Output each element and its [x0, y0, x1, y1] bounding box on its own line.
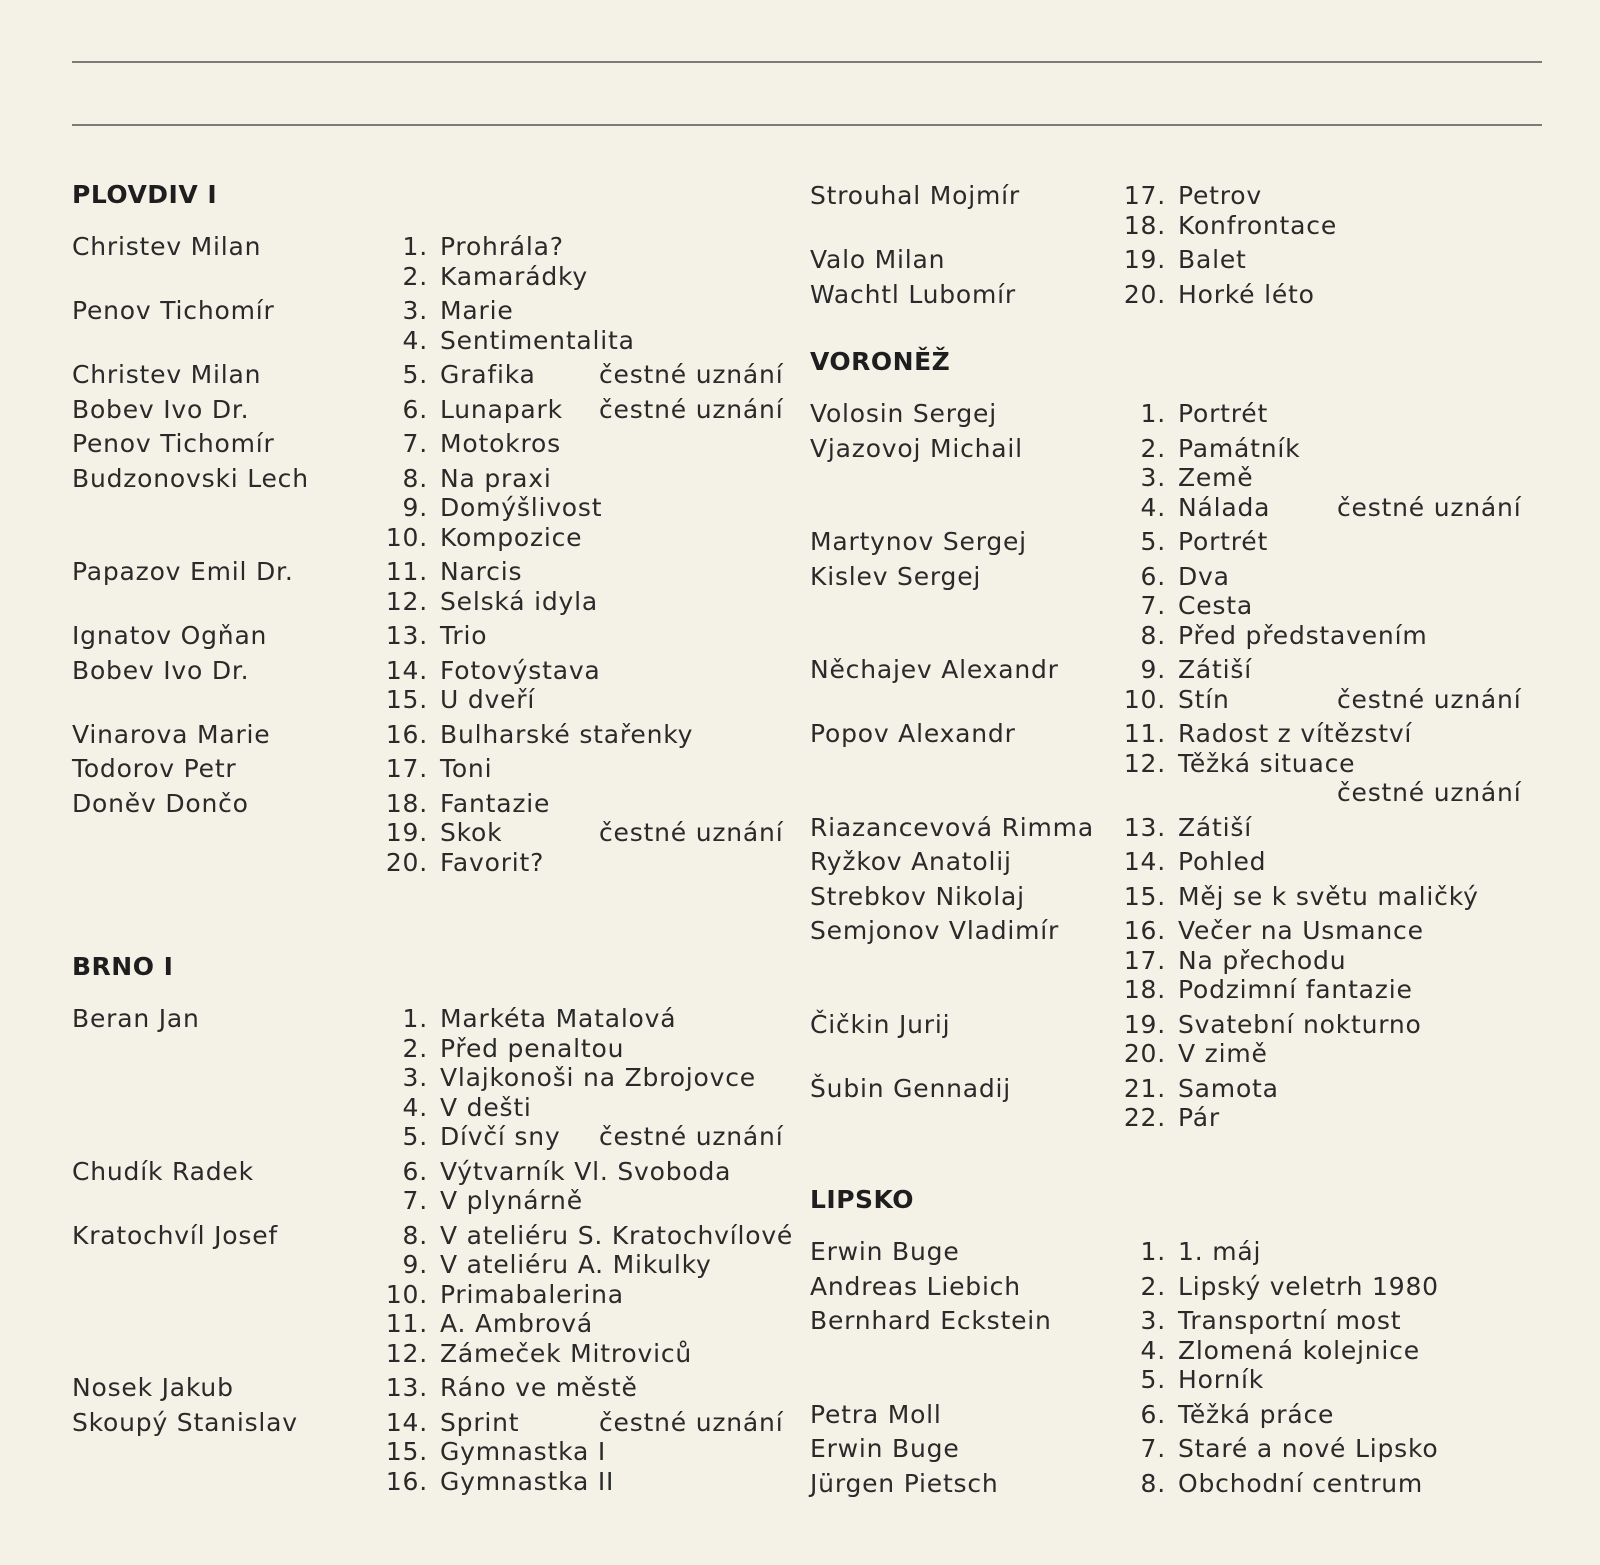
photo-title: Portrét [1178, 527, 1269, 556]
entry-row [810, 882, 1530, 912]
entry-number: 18. [1123, 975, 1166, 1004]
section-heading: BRNO I [72, 952, 174, 981]
entry-number: 2. [402, 261, 428, 291]
author-name: Vinarova Marie [72, 719, 271, 749]
entry-number: 4. [1140, 492, 1166, 522]
author-name: Něchajev Alexandr [810, 655, 1059, 684]
photo-title: Těžká situace [1178, 748, 1356, 778]
photo-title: Balet [1178, 245, 1247, 274]
section-heading: LIPSKO [810, 1185, 915, 1214]
photo-title: V plynárně [440, 1186, 583, 1215]
entry-row [810, 719, 1530, 749]
author-name: Čičkin Jurij [810, 1009, 951, 1039]
entry-row [810, 211, 1530, 241]
entry-row [72, 232, 792, 262]
award-note: čestné uznání [599, 360, 784, 389]
author-name: Penov Tichomír [72, 429, 275, 458]
entry-row [810, 399, 1530, 429]
entry-row [72, 1034, 792, 1064]
entry-row [72, 1408, 792, 1438]
entry-number: 3. [1140, 463, 1166, 492]
photo-title: Lipský veletrh 1980 [1178, 1271, 1439, 1301]
entry-number: 17. [1123, 181, 1166, 210]
entry-row [72, 685, 792, 715]
entry-number: 6. [402, 394, 428, 424]
author-name: Chudík Radek [72, 1156, 254, 1186]
author-name: Beran Jan [72, 1004, 200, 1033]
entry-number: 16. [385, 1466, 428, 1496]
photo-title: Země [1178, 463, 1254, 492]
entry-number: 9. [402, 493, 428, 522]
author-name: Riazancevová Rimma [810, 812, 1094, 842]
photo-title: Toni [440, 754, 493, 783]
entry-number: 16. [385, 719, 428, 749]
photo-title: Sentimentalita [440, 325, 635, 355]
photo-title: Gymnastka II [440, 1466, 615, 1496]
author-name: Doněv Dončo [72, 788, 249, 818]
entry-number: 2. [1140, 433, 1166, 463]
photo-title: V dešti [440, 1092, 532, 1122]
entry-number: 20. [1123, 279, 1166, 309]
photo-title: Skok [440, 818, 503, 847]
photo-title: Cesta [1178, 591, 1253, 620]
entry-row [810, 181, 1530, 211]
entry-number: 22. [1123, 1103, 1166, 1132]
photo-title: Bulharské stařenky [440, 719, 694, 749]
entry-row [72, 557, 792, 587]
entry-number: 3. [1140, 1306, 1166, 1335]
entry-number: 1. [402, 1004, 428, 1033]
entry-number: 18. [385, 788, 428, 818]
author-name: Budzonovski Lech [72, 463, 309, 493]
author-name: Christev Milan [72, 232, 262, 261]
author-name: Volosin Sergej [810, 399, 997, 428]
author-name: Skoupý Stanislav [72, 1407, 298, 1437]
entry-number: 4. [402, 1092, 428, 1122]
entry-row [810, 1237, 1530, 1267]
entry-number: 13. [1123, 812, 1166, 842]
photo-title: Výtvarník Vl. Svoboda [440, 1156, 732, 1186]
photo-title: Marie [440, 296, 514, 325]
entry-row [72, 326, 792, 356]
photo-title: Nálada [1178, 492, 1271, 522]
author-name: Ryžkov Anatolij [810, 847, 1012, 876]
photo-title: Domýšlivost [440, 493, 603, 522]
author-name: Ignatov Ogňan [72, 621, 268, 650]
entry-row [72, 296, 792, 326]
entry-number: 12. [1123, 748, 1166, 778]
author-name: Bobev Ivo Dr. [72, 394, 250, 424]
award-note: čestné uznání [599, 1407, 784, 1437]
author-name: Popov Alexandr [810, 719, 1016, 748]
entry-number: 8. [1140, 1468, 1166, 1498]
entry-number: 7. [402, 429, 428, 458]
entry-row [72, 848, 792, 878]
entry-row [810, 1336, 1530, 1366]
photo-title: Zátiší [1178, 812, 1252, 842]
entry-row [810, 1074, 1530, 1104]
photo-title: V ateliéru S. Kratochvílové [440, 1220, 794, 1250]
entry-row [810, 1010, 1530, 1040]
entry-number: 5. [402, 360, 428, 389]
author-name: Todorov Petr [72, 754, 237, 783]
entry-number: 13. [385, 621, 428, 650]
author-name: Bernhard Eckstein [810, 1306, 1052, 1335]
entry-number: 3. [402, 1063, 428, 1092]
entry-row [810, 245, 1530, 275]
entry-number: 7. [1140, 1434, 1166, 1463]
entry-number: 21. [1123, 1073, 1166, 1103]
entry-row [810, 562, 1530, 592]
entry-number: 7. [1140, 591, 1166, 620]
entry-number: 14. [385, 655, 428, 685]
entry-number: 14. [1123, 847, 1166, 876]
entry-row [72, 1250, 792, 1280]
entry-row [72, 395, 792, 425]
photo-title: Radost z vítězství [1178, 719, 1413, 748]
entry-number: 11. [385, 1309, 428, 1338]
photo-title: Favorit? [440, 847, 545, 877]
entry-number: 19. [385, 818, 428, 847]
entry-row [810, 1272, 1530, 1302]
photo-title: Vlajkonoši na Zbrojovce [440, 1063, 756, 1092]
entry-row [72, 1004, 792, 1034]
entry-row [810, 1400, 1530, 1430]
section-continued [810, 181, 1530, 309]
entry-row [72, 1339, 792, 1369]
entry-row [72, 621, 792, 651]
author-name: Bobev Ivo Dr. [72, 655, 250, 685]
photo-title: V ateliéru A. Mikulky [440, 1250, 712, 1279]
section-brno-i [72, 950, 792, 1496]
entry-number: 15. [385, 1437, 428, 1466]
award-note: čestné uznání [1337, 778, 1522, 807]
photo-title: Podzimní fantazie [1178, 975, 1413, 1004]
entry-number: 15. [1123, 881, 1166, 911]
author-name: Christev Milan [72, 360, 262, 389]
photo-title: Dívčí sny [440, 1122, 561, 1151]
second-rule [72, 124, 1542, 126]
author-name: Valo Milan [810, 245, 946, 274]
entry-row [810, 975, 1530, 1005]
award-note: čestné uznání [599, 394, 784, 424]
entry-number: 1. [1140, 399, 1166, 428]
entry-row [810, 434, 1530, 464]
photo-title: Selská idyla [440, 586, 599, 616]
photo-title: Konfrontace [1178, 210, 1338, 240]
award-note: čestné uznání [1337, 492, 1522, 522]
entry-number: 6. [402, 1156, 428, 1186]
entry-number: 2. [402, 1033, 428, 1063]
photo-title: Ráno ve městě [440, 1373, 638, 1402]
photo-title: Gymnastka I [440, 1437, 606, 1466]
entry-row [72, 262, 792, 292]
photo-title: Těžká práce [1178, 1399, 1335, 1429]
entry-row [810, 685, 1530, 715]
entry-row [72, 1063, 792, 1093]
author-name: Kratochvíl Josef [72, 1220, 278, 1250]
photo-title: Před penaltou [440, 1033, 625, 1063]
photo-title: Grafika [440, 360, 536, 389]
photo-title: Petrov [1178, 181, 1262, 210]
entry-row [810, 916, 1530, 946]
entry-row [72, 1186, 792, 1216]
entry-number: 6. [1140, 1399, 1166, 1429]
entry-row [810, 655, 1530, 685]
entry-row [72, 1093, 792, 1123]
entry-number: 5. [402, 1122, 428, 1151]
photo-title: Fantazie [440, 788, 551, 818]
photo-title: Měj se k světu maličký [1178, 881, 1479, 911]
entry-number: 8. [402, 1220, 428, 1250]
entry-row [72, 1280, 792, 1310]
entry-row [72, 656, 792, 686]
photo-title: Transportní most [1178, 1306, 1402, 1335]
photo-title: Trio [440, 621, 488, 650]
entry-number: 12. [385, 586, 428, 616]
author-name: Vjazovoj Michail [810, 433, 1023, 463]
entry-number: 4. [1140, 1335, 1166, 1365]
photo-title: Lunapark [440, 394, 563, 424]
entry-row [72, 360, 792, 390]
entry-number: 16. [1123, 916, 1166, 945]
photo-title: Před představením [1178, 620, 1428, 650]
entry-number: 14. [385, 1407, 428, 1437]
entry-number: 12. [385, 1338, 428, 1368]
entry-number: 10. [385, 522, 428, 552]
entry-row [72, 1221, 792, 1251]
photo-title: A. Ambrová [440, 1309, 594, 1338]
entry-number: 19. [1123, 1009, 1166, 1039]
entry-number: 8. [1140, 620, 1166, 650]
entry-row [72, 1437, 792, 1467]
author-name: Petra Moll [810, 1399, 942, 1429]
entry-row [810, 1469, 1530, 1499]
photo-title: Svatební nokturno [1178, 1009, 1422, 1039]
entry-number: 5. [1140, 1365, 1166, 1394]
photo-title: Motokros [440, 429, 561, 458]
entry-row [810, 280, 1530, 310]
author-name: Šubin Gennadij [810, 1073, 1012, 1103]
entry-number: 6. [1140, 561, 1166, 591]
award-note: čestné uznání [599, 818, 784, 847]
entry-number: 10. [1123, 684, 1166, 714]
author-name: Penov Tichomír [72, 296, 275, 325]
entry-number: 13. [385, 1373, 428, 1402]
photo-title: Pár [1178, 1103, 1220, 1132]
top-rule [72, 61, 1542, 63]
photo-title: Obchodní centrum [1178, 1468, 1424, 1498]
entry-row [810, 1306, 1530, 1336]
photo-title: Markéta Matalová [440, 1004, 677, 1033]
photo-title: Pohled [1178, 847, 1267, 876]
entry-number: 9. [402, 1250, 428, 1279]
photo-title: Dva [1178, 561, 1230, 591]
entry-number: 15. [385, 685, 428, 714]
photo-title: Samota [1178, 1073, 1279, 1103]
entry-row [72, 754, 792, 784]
entry-row [810, 527, 1530, 557]
photo-title: Stín [1178, 684, 1230, 714]
entry-row [72, 1467, 792, 1497]
photo-title: Zámeček Mitroviců [440, 1338, 693, 1368]
entry-row [810, 1039, 1530, 1069]
author-name: Kislev Sergej [810, 561, 982, 591]
photo-title: Sprint [440, 1407, 520, 1437]
photo-title: Kamarádky [440, 261, 588, 291]
entry-row [72, 493, 792, 523]
entry-row [72, 789, 792, 819]
entry-number: 9. [1140, 655, 1166, 684]
section-heading: PLOVDIV I [72, 180, 218, 209]
photo-title: Na praxi [440, 463, 552, 493]
author-name: Papazov Emil Dr. [72, 557, 294, 586]
author-name: Wachtl Lubomír [810, 279, 1016, 309]
entry-number: 11. [385, 557, 428, 586]
entry-row [72, 1373, 792, 1403]
entry-number: 2. [1140, 1271, 1166, 1301]
entry-row [72, 720, 792, 750]
photo-title: V zimě [1178, 1039, 1268, 1068]
entry-number: 3. [402, 296, 428, 325]
section-heading: VORONĚŽ [810, 347, 951, 376]
section-lipsko [810, 1183, 1530, 1498]
entry-row [72, 587, 792, 617]
entry-number: 5. [1140, 527, 1166, 556]
photo-title: 1. máj [1178, 1237, 1262, 1266]
photo-title: Horké léto [1178, 279, 1315, 309]
entry-number: 20. [385, 847, 428, 877]
photo-title: Primabalerina [440, 1279, 624, 1309]
photo-title: Na přechodu [1178, 945, 1347, 975]
author-name: Andreas Liebich [810, 1271, 1021, 1301]
author-name: Nosek Jakub [72, 1373, 234, 1402]
entry-row [810, 1434, 1530, 1464]
entry-row [810, 463, 1530, 493]
photo-title: Kompozice [440, 522, 583, 552]
photo-title: Fotovýstava [440, 655, 601, 685]
entry-row [72, 1122, 792, 1152]
entry-number: 18. [1123, 210, 1166, 240]
entry-row [810, 1103, 1530, 1133]
photo-title: Večer na Usmance [1178, 916, 1424, 945]
entry-number: 17. [1123, 945, 1166, 975]
entry-number: 1. [402, 232, 428, 261]
entry-row [810, 813, 1530, 843]
photo-title: Horník [1178, 1365, 1265, 1394]
photo-title: U dveří [440, 685, 536, 714]
section-voroněž [810, 345, 1530, 1133]
section-plovdiv-i [72, 178, 792, 877]
author-name: Erwin Buge [810, 1237, 960, 1266]
entry-number: 19. [1123, 245, 1166, 274]
author-name: Jürgen Pietsch [810, 1468, 999, 1498]
author-name: Strouhal Mojmír [810, 181, 1020, 210]
entry-row [810, 1365, 1530, 1395]
entry-row [810, 493, 1530, 523]
entry-row [810, 591, 1530, 621]
photo-title: Staré a nové Lipsko [1178, 1434, 1439, 1463]
award-note: čestné uznání [599, 1122, 784, 1151]
author-name: Strebkov Nikolaj [810, 881, 1025, 911]
photo-title: Památník [1178, 433, 1301, 463]
entry-number: 4. [402, 325, 428, 355]
photo-title: Prohrála? [440, 232, 564, 261]
award-note: čestné uznání [1337, 684, 1522, 714]
entry-row [72, 429, 792, 459]
entry-number: 8. [402, 463, 428, 493]
photo-title: Portrét [1178, 399, 1269, 428]
author-name: Erwin Buge [810, 1434, 960, 1463]
entry-row [72, 818, 792, 848]
photo-title: Narcis [440, 557, 523, 586]
photo-title: Zátiší [1178, 655, 1252, 684]
entry-row [810, 946, 1530, 976]
entry-row [810, 621, 1530, 651]
entry-number: 7. [402, 1186, 428, 1215]
author-name: Semjonov Vladimír [810, 916, 1060, 945]
entry-row [72, 1309, 792, 1339]
entry-row [72, 464, 792, 494]
author-name: Martynov Sergej [810, 527, 1027, 556]
entry-row [72, 1157, 792, 1187]
entry-number: 20. [1123, 1039, 1166, 1068]
entry-row [72, 523, 792, 553]
entry-number: 10. [385, 1279, 428, 1309]
entry-number: 17. [385, 754, 428, 783]
entry-number: 1. [1140, 1237, 1166, 1266]
entry-row [810, 749, 1530, 779]
entry-row [810, 847, 1530, 877]
photo-title: Zlomená kolejnice [1178, 1335, 1420, 1365]
entry-number: 11. [1123, 719, 1166, 748]
entry-row [810, 778, 1530, 808]
